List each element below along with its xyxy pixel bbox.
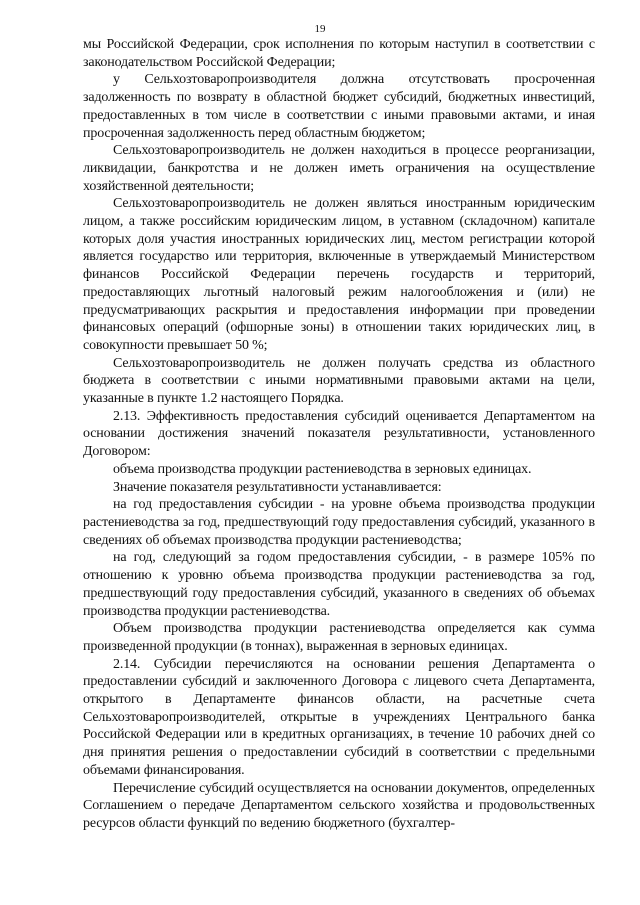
paragraph-current-year: на год предоставления субсидии - на уровне объема производства продукции растениеводства за год, предшествующий году предоставления субсидий, указанного в сведениях об объемах производства продукции растениеводства; [83, 497, 595, 548]
paragraph-indicator-value: Значение показателя результативности устанавливается: [113, 479, 442, 495]
paragraph-continuation: мы Российской Федерации, срок исполнения по которым наступил в соответствии с законодательством Российской Федерации; [83, 37, 595, 70]
paragraph-foreign-entity: Сельхозтоваропроизводитель не должен являться иностранным юридическим лицом, а также российским юридическим лицом, в уставном (складочном) капитале которых доля участия иностранных юридических лиц, местом регистрации которой является государство или территория, включенные в утверждаемый Министерством финансов Российской Федерации перечень государств и территорий, предоставляющих льготный налоговый режим налогообложения и (или) не предусматривающих раскрытия и предоставления информации при проведении финансовых операций (офшорные зоны) в отношении таких юридических лиц, в совокупности превышает 50 %; [83, 196, 595, 353]
paragraph-reorganization: Сельхозтоваропроизводитель не должен находиться в процессе реорганизации, ликвидации, банкротства и не должен иметь ограничения на осуществление хозяйственной деятельности; [83, 143, 595, 194]
paragraph-next-year: на год, следующий за годом предоставления субсидии, - в размере 105% по отношению к уровню объема производства продукции растениеводства за год, предшествующий году предоставления субсидий, указанного в сведениях об объемах производства продукции растениеводства. [83, 550, 595, 619]
paragraph-volume-definition: Объем производства продукции растениеводства определяется как сумма произведенной продукции (в тоннах), выраженная в зерновых единицах. [83, 621, 595, 654]
paragraph-other-funds: Сельхозтоваропроизводитель не должен получать средства из областного бюджета в соответствии с иными нормативными правовыми актами на цели, указанные в пункте 1.2 настоящего Порядка. [83, 355, 595, 407]
paragraph-indicator: объема производства продукции растениеводства в зерновых единицах. [113, 461, 532, 477]
page-number: 19 [314, 23, 326, 35]
paragraph-transfer: Перечисление субсидий осуществляется на основании документов, определенных Соглашением о передаче Департаментом сельского хозяйства и продовольственных ресурсов области функций по ведению бюджетного (бухгалтер- [83, 780, 595, 831]
paragraph-overdue-debt: у Сельхозтоваропроизводителя должна отсутствовать просроченная задолженность по возврату в областной бюджет субсидий, бюджетных инвестиций, предоставленных в том числе в соответствии с иными правовыми актами, и иная просроченная задолженность перед областным бюджетом; [83, 72, 595, 141]
paragraph-2-13: 2.13. Эффективность предоставления субсидий оценивается Департаментом на основании достижения значений показателя результативности, установленного Договором: [83, 408, 595, 460]
paragraph-2-14: 2.14. Субсидии перечисляются на основании решения Департамента о предоставлении субсидий и заключенного Договора с лицевого счета Департамента, открытого в Департаменте финансов области, на расчетные счета Сельхозтоваропроизводителей, открытые в учреждениях Центрального банка Российской Федерации или в кредитных организациях, в течение 10 рабочих дней со дня принятия решения о предоставлении субсидий в соответствии с предельными объемами финансирования. [83, 656, 595, 778]
document-body [83, 36, 595, 833]
